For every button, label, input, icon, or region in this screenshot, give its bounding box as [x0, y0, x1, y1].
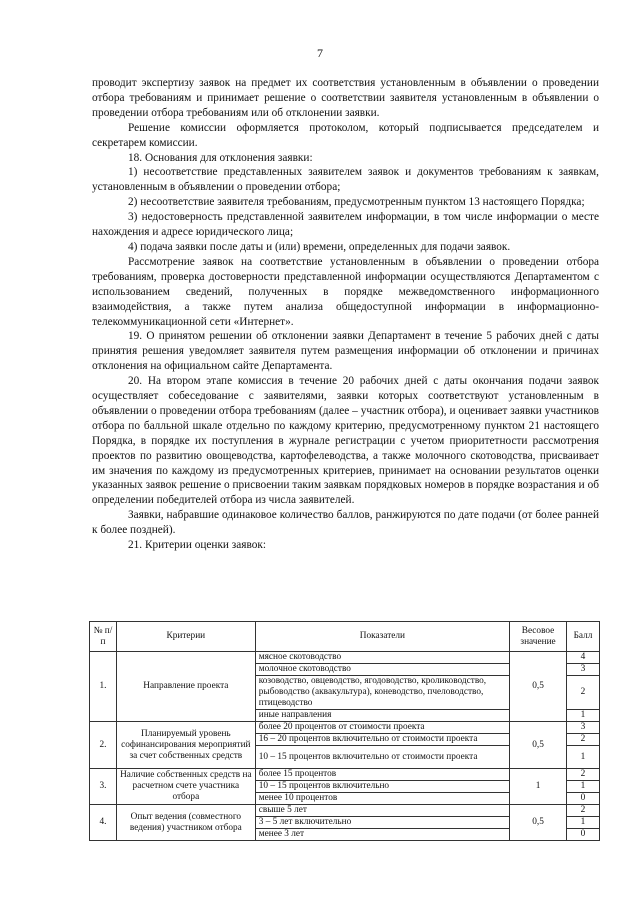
indicator-cell: иные направления [255, 710, 509, 722]
paragraph: 21. Критерии оценки заявок: [128, 539, 267, 552]
indicator-cell: 3 – 5 лет включительно [255, 817, 509, 829]
indicator-cell: менее 3 лет [255, 829, 509, 841]
paragraph: Заявки, набравшие одинаковое количество баллов, ранжируются по дате подачи (от более ранней к более поздней). [92, 509, 599, 537]
score-cell: 0 [567, 793, 600, 805]
table-row [90, 805, 600, 817]
indicator-cell: 16 – 20 процентов включительно от стоимости проекта [255, 734, 509, 746]
table-row [90, 769, 600, 781]
weight-cell: 0,5 [510, 652, 567, 722]
score-cell: 2 [567, 769, 600, 781]
criterion-cell: Опыт ведения (совместного ведения) участником отбора [116, 805, 255, 841]
paragraph: 19. О принятом решении об отклонении заявки Департамент в течение 5 рабочих дней с даты принятия решения уведомляет заявителя путем размещения информации об отклонении и причинах отклонения на официальном сайте Департамента. [92, 330, 599, 373]
indicator-cell: свыше 5 лет [255, 805, 509, 817]
score-cell: 3 [567, 664, 600, 676]
indicator-cell: козоводство, овцеводство, ягодоводство, кролиководство, рыбоводство (аквакультура), коневодство, пчеловодство, птицеводство [255, 676, 509, 710]
indicator-cell: молочное скотоводство [255, 664, 509, 676]
indicator-cell: 10 – 15 процентов включительно [255, 781, 509, 793]
paragraph: Рассмотрение заявок на соответствие установленным в объявлении о проведении отбора требованиям, проверка достоверности представленной информации осуществляются Департаментом с использованием сведений, полученных в порядке межведомственного информационного взаимодействия, а также путем анализа общедоступной информации в информационно-телекоммуникационной сети «Интернет». [92, 255, 599, 328]
header-num: № п/п [90, 622, 117, 652]
header-indicators: Показатели [255, 622, 509, 652]
score-cell: 4 [567, 652, 600, 664]
score-cell: 2 [567, 805, 600, 817]
criterion-cell: Планируемый уровень софинансирования мероприятий за счет собственных средств [116, 722, 255, 769]
header-criterion: Критерии [116, 622, 255, 652]
paragraph: проводит экспертизу заявок на предмет их соответствия установленным в объявлении о проведении отбора требованиям и принимает решение о соответствии заявителя установленным в объявлении о проведении отбора требованиям или об отклонении заявки. [92, 77, 599, 119]
score-cell: 1 [567, 710, 600, 722]
header-score: Балл [567, 622, 600, 652]
indicator-cell: более 20 процентов от стоимости проекта [255, 722, 509, 734]
indicator-cell: 10 – 15 процентов включительно от стоимости проекта [255, 746, 509, 769]
criterion-cell: Направление проекта [116, 652, 255, 722]
weight-cell: 0,5 [510, 805, 567, 841]
score-cell: 2 [567, 734, 600, 746]
paragraph: 2) несоответствие заявителя требованиям, предусмотренным пунктом 13 настоящего Порядка; [128, 196, 585, 209]
indicator-cell: более 15 процентов [255, 769, 509, 781]
row-num: 4. [90, 805, 117, 841]
indicator-cell: мясное скотоводство [255, 652, 509, 664]
row-num: 3. [90, 769, 117, 805]
body-text [92, 76, 599, 553]
score-cell: 0 [567, 829, 600, 841]
score-cell: 1 [567, 781, 600, 793]
paragraph: 20. На втором этапе комиссия в течение 20 рабочих дней с даты окончания подачи заявок осуществляет собеседование с заявителями, заявки которых соответствуют установленным в объявлении о проведении отбора требованиям (далее – участник отбора), и оценивает заявки участников отбора по балльной шкале отдельно по каждому критерию, предусмотренному пунктом 21 настоящего Порядка, в порядке их поступления в журнале регистрации с учетом приоритетности рассмотрения проектов по развитию овощеводства, картофелеводства, а также молочного скотоводства, присваивает им значения по каждому из предусмотренных критериев, принимает на основании результатов оценки указанных заявок решение о присвоении таким заявкам порядковых номеров в порядке возрастания и об определении победителей отбора из числа заявителей. [92, 375, 599, 507]
header-weight: Весовое значение [510, 622, 567, 652]
table-row [90, 652, 600, 664]
weight-cell: 1 [510, 769, 567, 805]
criteria-table [89, 621, 600, 841]
table-row [90, 722, 600, 734]
score-cell: 2 [567, 676, 600, 710]
row-num: 2. [90, 722, 117, 769]
weight-cell: 0,5 [510, 722, 567, 769]
score-cell: 3 [567, 722, 600, 734]
score-cell: 1 [567, 746, 600, 769]
paragraph: 3) недостоверность представленной заявителем информации, в том числе информации о месте нахождения и адресе юридического лица; [92, 211, 599, 239]
score-cell: 1 [567, 817, 600, 829]
paragraph: 18. Основания для отклонения заявки: [128, 151, 313, 164]
paragraph: 1) несоответствие представленных заявителем заявок и документов требованиям к заявкам, установленным в объявлении о проведении отбора; [92, 166, 599, 194]
page-number: 7 [317, 46, 323, 60]
indicator-cell: менее 10 процентов [255, 793, 509, 805]
table-header-row [90, 622, 600, 652]
criterion-cell: Наличие собственных средств на расчетном счете участника отбора [116, 769, 255, 805]
row-num: 1. [90, 652, 117, 722]
paragraph: Решение комиссии оформляется протоколом, который подписывается председателем и секретарем комиссии. [92, 121, 599, 149]
paragraph: 4) подача заявки после даты и (или) времени, определенных для подачи заявок. [128, 240, 511, 253]
